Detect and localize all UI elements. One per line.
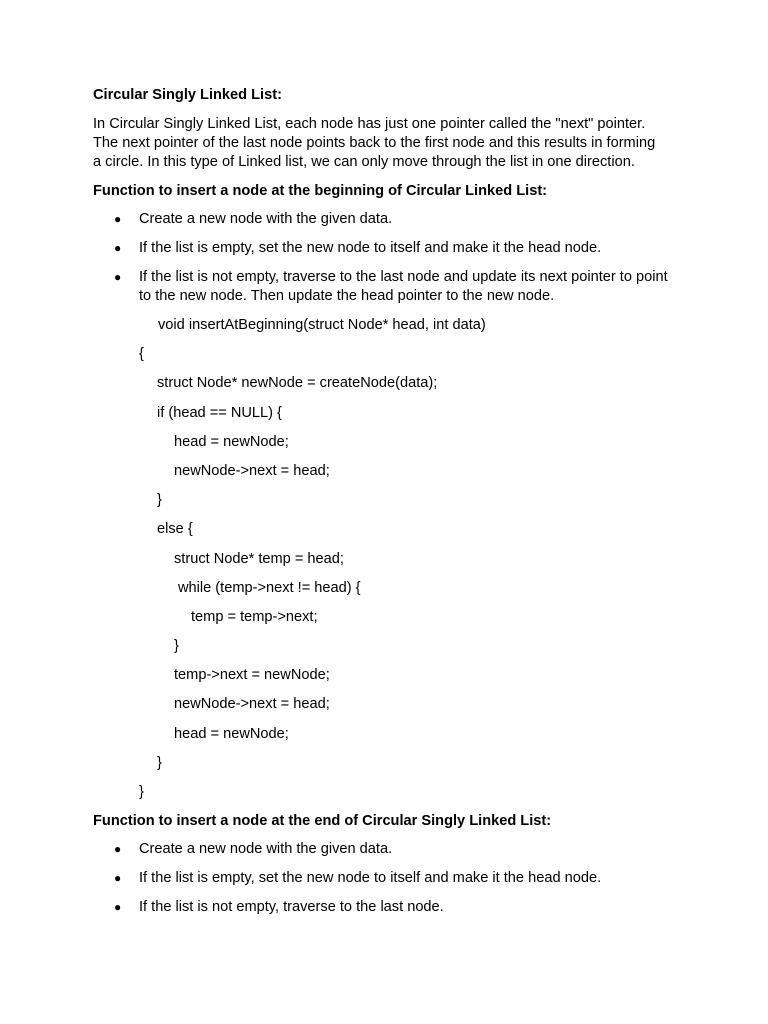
bullet-icon: ● — [114, 871, 122, 885]
code-line: newNode->next = head; — [174, 462, 330, 479]
intro-paragraph — [93, 115, 693, 172]
list-item-text: If the list is not empty, traverse to the last node. — [139, 899, 444, 915]
list-item — [93, 268, 675, 306]
bullet-icon: ● — [114, 900, 122, 914]
code-block-insert-at-beginning — [93, 316, 693, 802]
paragraph-line: a circle. In this type of Linked list, we can only move through the list in one direction. — [93, 154, 635, 170]
bullet-icon: ● — [114, 212, 122, 226]
list-item — [93, 840, 693, 859]
code-line: } — [174, 638, 179, 655]
code-line: struct Node* temp = head; — [174, 550, 344, 567]
bullet-icon: ● — [114, 241, 122, 255]
list-item — [93, 239, 693, 258]
code-line: if (head == NULL) { — [157, 404, 282, 421]
list-item-text: Create a new node with the given data. — [139, 211, 393, 227]
section-heading-insert-beginning: Function to insert a node at the beginning of Circular Linked List: — [93, 183, 548, 199]
code-line: void insertAtBeginning(struct Node* head, int data) — [158, 317, 486, 333]
list-item-text: Create a new node with the given data. — [139, 841, 393, 857]
code-line: while (temp->next != head) { — [178, 579, 361, 596]
code-line: temp->next = newNode; — [174, 667, 330, 684]
code-line: head = newNode; — [174, 725, 289, 742]
code-line: newNode->next = head; — [174, 696, 330, 713]
code-line: } — [139, 784, 144, 800]
list-item — [93, 869, 693, 888]
code-line: struct Node* newNode = createNode(data); — [157, 375, 438, 392]
code-line: } — [157, 492, 162, 509]
paragraph-line: The next pointer of the last node points back to the first node and this results in forming — [93, 135, 656, 151]
bullet-icon: ● — [114, 270, 122, 284]
section-heading-circular-singly-linked-list: Circular Singly Linked List: — [93, 87, 282, 103]
list-item-text: If the list is not empty, traverse to the last node and update its next pointer to point to the new node. Then update the head pointer to the new node. — [139, 269, 668, 304]
code-line: temp = temp->next; — [191, 608, 318, 625]
list-item-text: If the list is empty, set the new node to itself and make it the head node. — [139, 240, 602, 256]
bullet-list-insert-end — [93, 840, 693, 917]
code-line: else { — [157, 521, 193, 538]
code-line: { — [139, 346, 144, 363]
code-line: head = newNode; — [174, 433, 289, 450]
bullet-icon: ● — [114, 842, 122, 856]
list-item — [93, 210, 693, 229]
document-page — [93, 86, 693, 927]
bullet-list-insert-beginning — [93, 210, 693, 306]
paragraph-line: In Circular Singly Linked List, each node has just one pointer called the "next" pointer. — [93, 116, 646, 132]
code-line: } — [157, 754, 162, 771]
list-item — [93, 898, 693, 917]
list-item-text: If the list is empty, set the new node to itself and make it the head node. — [139, 870, 602, 886]
section-heading-insert-end: Function to insert a node at the end of Circular Singly Linked List: — [93, 813, 552, 829]
